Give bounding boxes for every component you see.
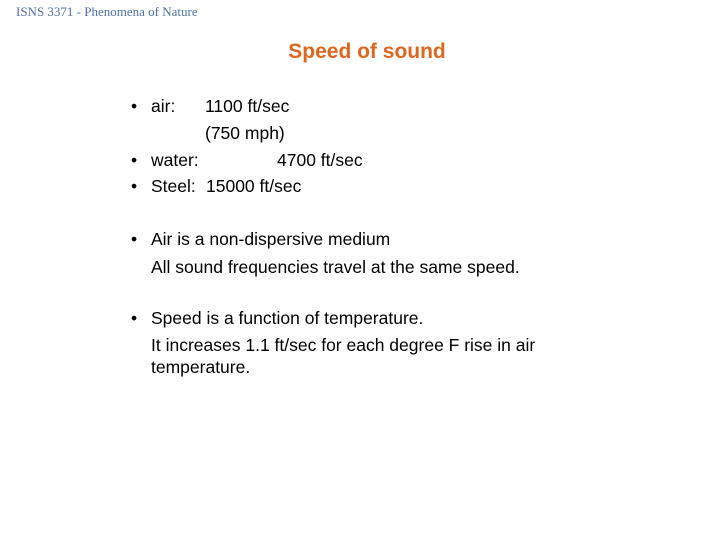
air-speed-value: 1100 ft/sec (205, 96, 290, 116)
dispersive-line-2: All sound frequencies travel at the same speed. (151, 257, 520, 277)
temperature-line-1: Speed is a function of temperature. (151, 308, 424, 328)
dispersive-line-1: Air is a non-dispersive medium (151, 229, 391, 249)
course-header: ISNS 3371 - Phenomena of Nature (16, 4, 198, 19)
slide-title: Speed of sound (288, 40, 446, 63)
bullet-air: • (131, 96, 138, 116)
temperature-line-2: It increases 1.1 ft/sec for each degree F rise in air (151, 335, 536, 355)
temperature-line-3: temperature. (151, 357, 251, 377)
bullet-dispersive: • (131, 229, 138, 249)
bullet-water: • (131, 150, 138, 170)
air-speed-mph: (750 mph) (205, 123, 285, 143)
bullet-steel: • (131, 176, 138, 196)
bullet-temperature: • (131, 308, 138, 328)
air-label: air: (151, 96, 176, 116)
water-label: water: (151, 150, 199, 170)
water-speed-value: 4700 ft/sec (277, 150, 363, 170)
steel-speed-value: 15000 ft/sec (206, 176, 302, 196)
steel-label: Steel: (151, 176, 196, 196)
